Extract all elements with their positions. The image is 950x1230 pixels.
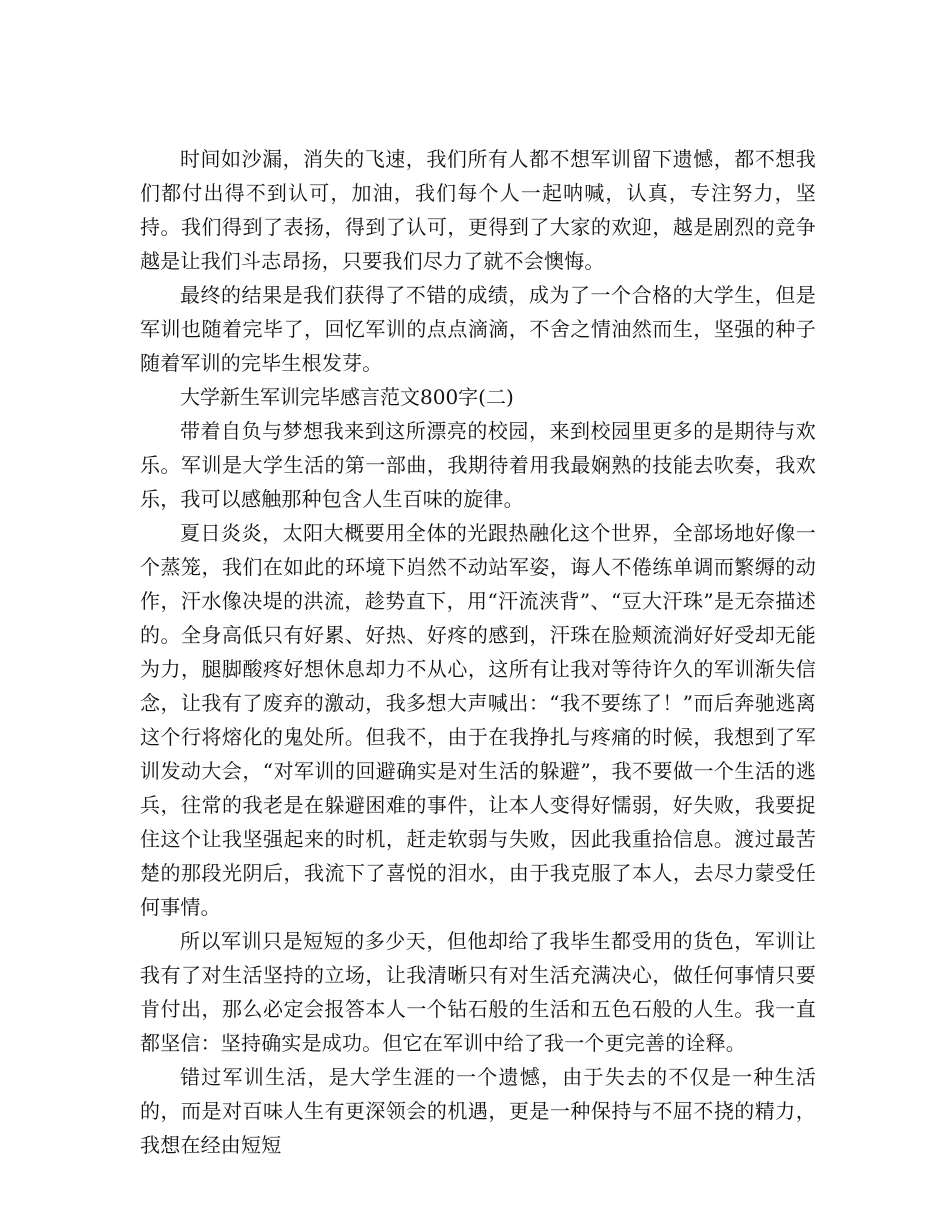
paragraph-6: 错过军训生活，是大学生涯的一个遗憾，由于失去的不仅是一种生活的，而是对百味人生有更深领会的机遇，更是一种保持与不屈不挠的精力，我想在经由短短 (140, 1065, 816, 1157)
section-heading: 大学新生军训完毕感言范文800字(二) (180, 385, 514, 409)
paragraph-4: 夏日炎炎，太阳大概要用全体的光跟热融化这个世界，全部场地好像一个蒸笼，我们在如此的环境下岿然不动站军姿，诲人不倦练单调而繁缛的动作，汗水像决堤的洪流，趁势直下，用“汗流浃背”、“豆大汗珠”是无奈描述的。全身高低只有好累、好热、好疼的感到，汗珠在脸颊流淌好好受却无能为力，腿脚酸疼好想休息却力不从心，这所有让我对等待许久的军训渐失信念，让我有了废弃的激动，我多想大声喊出：“我不要练了！”而后奔驰逃离这个行将熔化的鬼处所。但我不，由于在我挣扎与疼痛的时候，我想到了军训发动大会，“对军训的回避确实是对生活的躲避”，我不要做一个生活的逃兵，往常的我老是在躲避困难的事件，让本人变得好懦弱，好失败，我要捉住这个让我坚强起来的时机，赶走软弱与失败，因此我重拾信息。渡过最苦楚的那段光阴后，我流下了喜悦的泪水，由于我克服了本人，去尽力蒙受任何事情。 (140, 521, 816, 919)
paragraph-2: 最终的结果是我们获得了不错的成绩，成为了一个合格的大学生，但是军训也随着完毕了，回忆军训的点点滴滴，不舍之情油然而生，坚强的种子随着军训的完毕生根发芽。 (140, 283, 816, 375)
document-body (140, 142, 816, 1162)
paragraph-1: 时间如沙漏，消失的飞速，我们所有人都不想军训留下遗憾，都不想我们都付出得不到认可，加油，我们每个人一起呐喊，认真，专注努力，坚持。我们得到了表扬，得到了认可，更得到了大家的欢迎，越是剧烈的竞争越是让我们斗志昂扬，只要我们尽力了就不会懊悔。 (140, 147, 816, 273)
paragraph-5: 所以军训只是短短的多少天，但他却给了我毕生都受用的货色，军训让我有了对生活坚持的立场，让我清晰只有对生活充满决心，做任何事情只要肯付出，那么必定会报答本人一个钻石般的生活和五色石般的人生。我一直都坚信：坚持确实是成功。但它在军训中给了我一个更完善的诠释。 (140, 929, 816, 1055)
paragraph-3: 带着自负与梦想我来到这所漂亮的校园，来到校园里更多的是期待与欢乐。军训是大学生活的第一部曲，我期待着用我最娴熟的技能去吹奏，我欢乐，我可以感触那种包含人生百味的旋律。 (140, 419, 816, 511)
